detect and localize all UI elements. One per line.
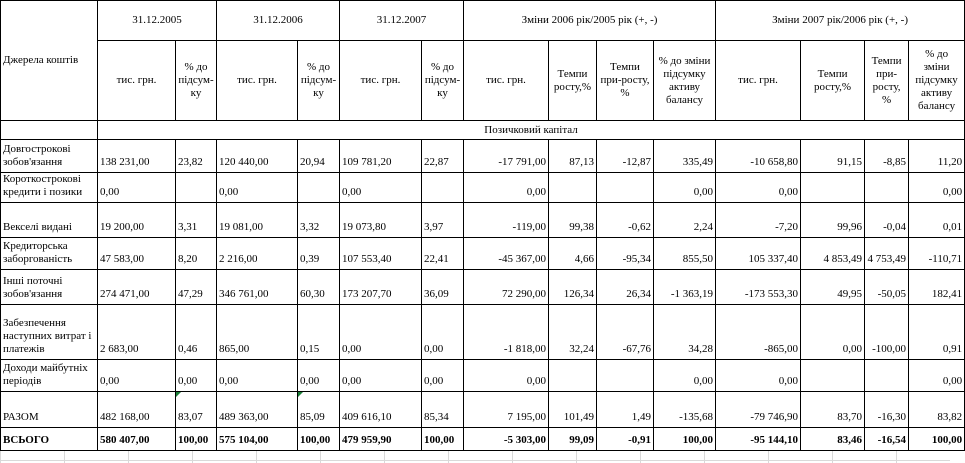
- table-cell: 855,50: [654, 238, 716, 270]
- table-cell: 865,00: [217, 305, 298, 360]
- table-cell: 107 553,40: [340, 238, 422, 270]
- table-cell: -67,76: [597, 305, 654, 360]
- table-cell: 0,00: [716, 360, 801, 392]
- row-label: Доходи майбутніх періодів: [1, 360, 98, 392]
- table-cell: 0,00: [340, 305, 422, 360]
- table-cell: -45 367,00: [464, 238, 549, 270]
- table-cell: 49,95: [801, 270, 865, 305]
- table-cell: -12,87: [597, 140, 654, 173]
- table-cell: 0,00: [464, 173, 549, 203]
- table-row: [1, 428, 965, 451]
- table-cell: 0,00: [298, 360, 340, 392]
- header-2007: 31.12.2007: [340, 1, 464, 41]
- table-cell: 23,82: [176, 140, 217, 173]
- table-cell: 19 081,00: [217, 203, 298, 238]
- table-cell: 11,20: [909, 140, 965, 173]
- table-cell: 47,29: [176, 270, 217, 305]
- table-cell: -7,20: [716, 203, 801, 238]
- table-cell: 8,20: [176, 238, 217, 270]
- table-cell: 19 073,80: [340, 203, 422, 238]
- table-cell: 346 761,00: [217, 270, 298, 305]
- table-cell: -110,71: [909, 238, 965, 270]
- table-cell: 4,66: [549, 238, 597, 270]
- section-spacer: [1, 121, 98, 140]
- table-cell: 85,09: [298, 392, 340, 428]
- table-cell: -119,00: [464, 203, 549, 238]
- table-cell: 0,00: [654, 173, 716, 203]
- table-cell: 409 616,10: [340, 392, 422, 428]
- sub-growth-ch1: Темпи росту,%: [549, 41, 597, 121]
- table-cell: [865, 173, 909, 203]
- table-cell: 100,00: [422, 428, 464, 451]
- table-cell: 489 363,00: [217, 392, 298, 428]
- sub-thousand-2005: тис. грн.: [98, 41, 176, 121]
- table-cell: 2 683,00: [98, 305, 176, 360]
- sub-increase-ch2: Темпи при-росту, %: [865, 41, 909, 121]
- table-cell: -100,00: [865, 305, 909, 360]
- table-cell: -0,04: [865, 203, 909, 238]
- table-cell: 100,00: [298, 428, 340, 451]
- table-cell: 22,87: [422, 140, 464, 173]
- table-cell: 0,00: [422, 360, 464, 392]
- table-cell: 83,46: [801, 428, 865, 451]
- table-cell: 47 583,00: [98, 238, 176, 270]
- table-cell: 0,00: [801, 305, 865, 360]
- table-cell: 0,00: [176, 360, 217, 392]
- table-cell: -50,05: [865, 270, 909, 305]
- table-cell: 87,13: [549, 140, 597, 173]
- table-cell: 0,00: [716, 173, 801, 203]
- table-cell: 32,24: [549, 305, 597, 360]
- table-cell: 182,41: [909, 270, 965, 305]
- sub-pct-change-ch1: % до зміни підсумку активу балансу: [654, 41, 716, 121]
- table-cell: -0,91: [597, 428, 654, 451]
- table-cell: 120 440,00: [217, 140, 298, 173]
- table-cell: 482 168,00: [98, 392, 176, 428]
- table-cell: 0,00: [464, 360, 549, 392]
- sub-thousand-2006: тис. грн.: [217, 41, 298, 121]
- table-cell: [597, 173, 654, 203]
- table-cell: [176, 173, 217, 203]
- table-cell: [597, 360, 654, 392]
- table-cell: [298, 173, 340, 203]
- sub-thousand-ch1: тис. грн.: [464, 41, 549, 121]
- sub-thousand-ch2: тис. грн.: [716, 41, 801, 121]
- table-cell: 0,46: [176, 305, 217, 360]
- table-cell: -1 363,19: [654, 270, 716, 305]
- table-cell: -16,54: [865, 428, 909, 451]
- table-cell: [801, 360, 865, 392]
- sub-thousand-2007: тис. грн.: [340, 41, 422, 121]
- table-cell: 22,41: [422, 238, 464, 270]
- table-cell: [549, 173, 597, 203]
- table-cell: [549, 360, 597, 392]
- table-cell: 0,00: [909, 173, 965, 203]
- table-cell: 0,39: [298, 238, 340, 270]
- row-label: Довгострокові зобов'язання: [1, 140, 98, 173]
- table-cell: -135,68: [654, 392, 716, 428]
- sub-pct-2005: % до підсум-ку: [176, 41, 217, 121]
- table-cell: -8,85: [865, 140, 909, 173]
- table-row: [1, 360, 965, 392]
- table-cell: 101,49: [549, 392, 597, 428]
- table-row: [1, 238, 965, 270]
- table-cell: 85,34: [422, 392, 464, 428]
- table-cell: -0,62: [597, 203, 654, 238]
- table-cell: -16,30: [865, 392, 909, 428]
- header-sources: Джерела коштів: [1, 1, 98, 121]
- table-cell: 99,38: [549, 203, 597, 238]
- table-cell: 3,31: [176, 203, 217, 238]
- row-label: Векселі видані: [1, 203, 98, 238]
- table-cell: 100,00: [176, 428, 217, 451]
- table-cell: 2,24: [654, 203, 716, 238]
- table-cell: 274 471,00: [98, 270, 176, 305]
- table-cell: 0,15: [298, 305, 340, 360]
- table-row: [1, 173, 965, 203]
- table-cell: -173 553,30: [716, 270, 801, 305]
- table-cell: 1,49: [597, 392, 654, 428]
- table-cell: 100,00: [654, 428, 716, 451]
- table-cell: 105 337,40: [716, 238, 801, 270]
- table-cell: 0,00: [98, 360, 176, 392]
- table-cell: -79 746,90: [716, 392, 801, 428]
- header-2005: 31.12.2005: [98, 1, 217, 41]
- header-2006: 31.12.2006: [217, 1, 340, 41]
- table-cell: 99,96: [801, 203, 865, 238]
- table-cell: 173 207,70: [340, 270, 422, 305]
- header-change-2006-2005: Зміни 2006 рік/2005 рік (+, -): [464, 1, 716, 41]
- table-cell: 83,70: [801, 392, 865, 428]
- table-cell: 0,00: [654, 360, 716, 392]
- table-cell: 72 290,00: [464, 270, 549, 305]
- table-cell: 3,97: [422, 203, 464, 238]
- table-cell: [865, 360, 909, 392]
- table-cell: 36,09: [422, 270, 464, 305]
- table-cell: 91,15: [801, 140, 865, 173]
- table-cell: 20,94: [298, 140, 340, 173]
- table-cell: -865,00: [716, 305, 801, 360]
- table-cell: 0,00: [98, 173, 176, 203]
- section-title: Позичковий капітал: [98, 121, 965, 140]
- table-row: [1, 305, 965, 360]
- table-cell: 26,34: [597, 270, 654, 305]
- table-cell: 3,32: [298, 203, 340, 238]
- table-row: [1, 392, 965, 428]
- table-cell: 0,00: [422, 305, 464, 360]
- table-cell: 0,00: [340, 360, 422, 392]
- sub-pct-2006: % до підсум-ку: [298, 41, 340, 121]
- table-cell: 0,00: [217, 360, 298, 392]
- table-cell: 2 216,00: [217, 238, 298, 270]
- table-cell: 580 407,00: [98, 428, 176, 451]
- table-cell: 0,01: [909, 203, 965, 238]
- table-cell: -95,34: [597, 238, 654, 270]
- sub-increase-ch1: Темпи при-росту, %: [597, 41, 654, 121]
- table-cell: 479 959,90: [340, 428, 422, 451]
- table-cell: 7 195,00: [464, 392, 549, 428]
- table-row: [1, 140, 965, 173]
- table-cell: 83,82: [909, 392, 965, 428]
- table-cell: 138 231,00: [98, 140, 176, 173]
- table-cell: -10 658,80: [716, 140, 801, 173]
- table-cell: 19 200,00: [98, 203, 176, 238]
- row-label: Інші поточні зобов'язання: [1, 270, 98, 305]
- row-label: РАЗОМ: [1, 392, 98, 428]
- table-cell: 0,91: [909, 305, 965, 360]
- table-cell: 83,07: [176, 392, 217, 428]
- row-label: Кредиторська заборгованість: [1, 238, 98, 270]
- sub-pct-change-ch2: % до зміни підсумку активу балансу: [909, 41, 965, 121]
- table-cell: -95 144,10: [716, 428, 801, 451]
- table-cell: [422, 173, 464, 203]
- table-cell: 575 104,00: [217, 428, 298, 451]
- table-cell: 335,49: [654, 140, 716, 173]
- table-cell: 4 753,49: [865, 238, 909, 270]
- table-cell: -5 303,00: [464, 428, 549, 451]
- table-cell: -17 791,00: [464, 140, 549, 173]
- table-cell: -1 818,00: [464, 305, 549, 360]
- table-cell: 99,09: [549, 428, 597, 451]
- table-cell: 4 853,49: [801, 238, 865, 270]
- table-cell: 126,34: [549, 270, 597, 305]
- table-cell: [801, 173, 865, 203]
- row-label: ВСЬОГО: [1, 428, 98, 451]
- table-cell: 0,00: [217, 173, 298, 203]
- sub-growth-ch2: Темпи росту,%: [801, 41, 865, 121]
- table-cell: 0,00: [340, 173, 422, 203]
- table-cell: 34,28: [654, 305, 716, 360]
- header-change-2007-2006: Зміни 2007 рік/2006 рік (+, -): [716, 1, 965, 41]
- table-row: [1, 203, 965, 238]
- table-cell: 0,00: [909, 360, 965, 392]
- sub-pct-2007: % до підсум-ку: [422, 41, 464, 121]
- table-cell: 100,00: [909, 428, 965, 451]
- row-label: Забезпечення наступних витрат і платежів: [1, 305, 98, 360]
- table-row: [1, 270, 965, 305]
- table-cell: 60,30: [298, 270, 340, 305]
- row-label: Короткострокові кредити і позики: [1, 173, 98, 203]
- table-cell: 109 781,20: [340, 140, 422, 173]
